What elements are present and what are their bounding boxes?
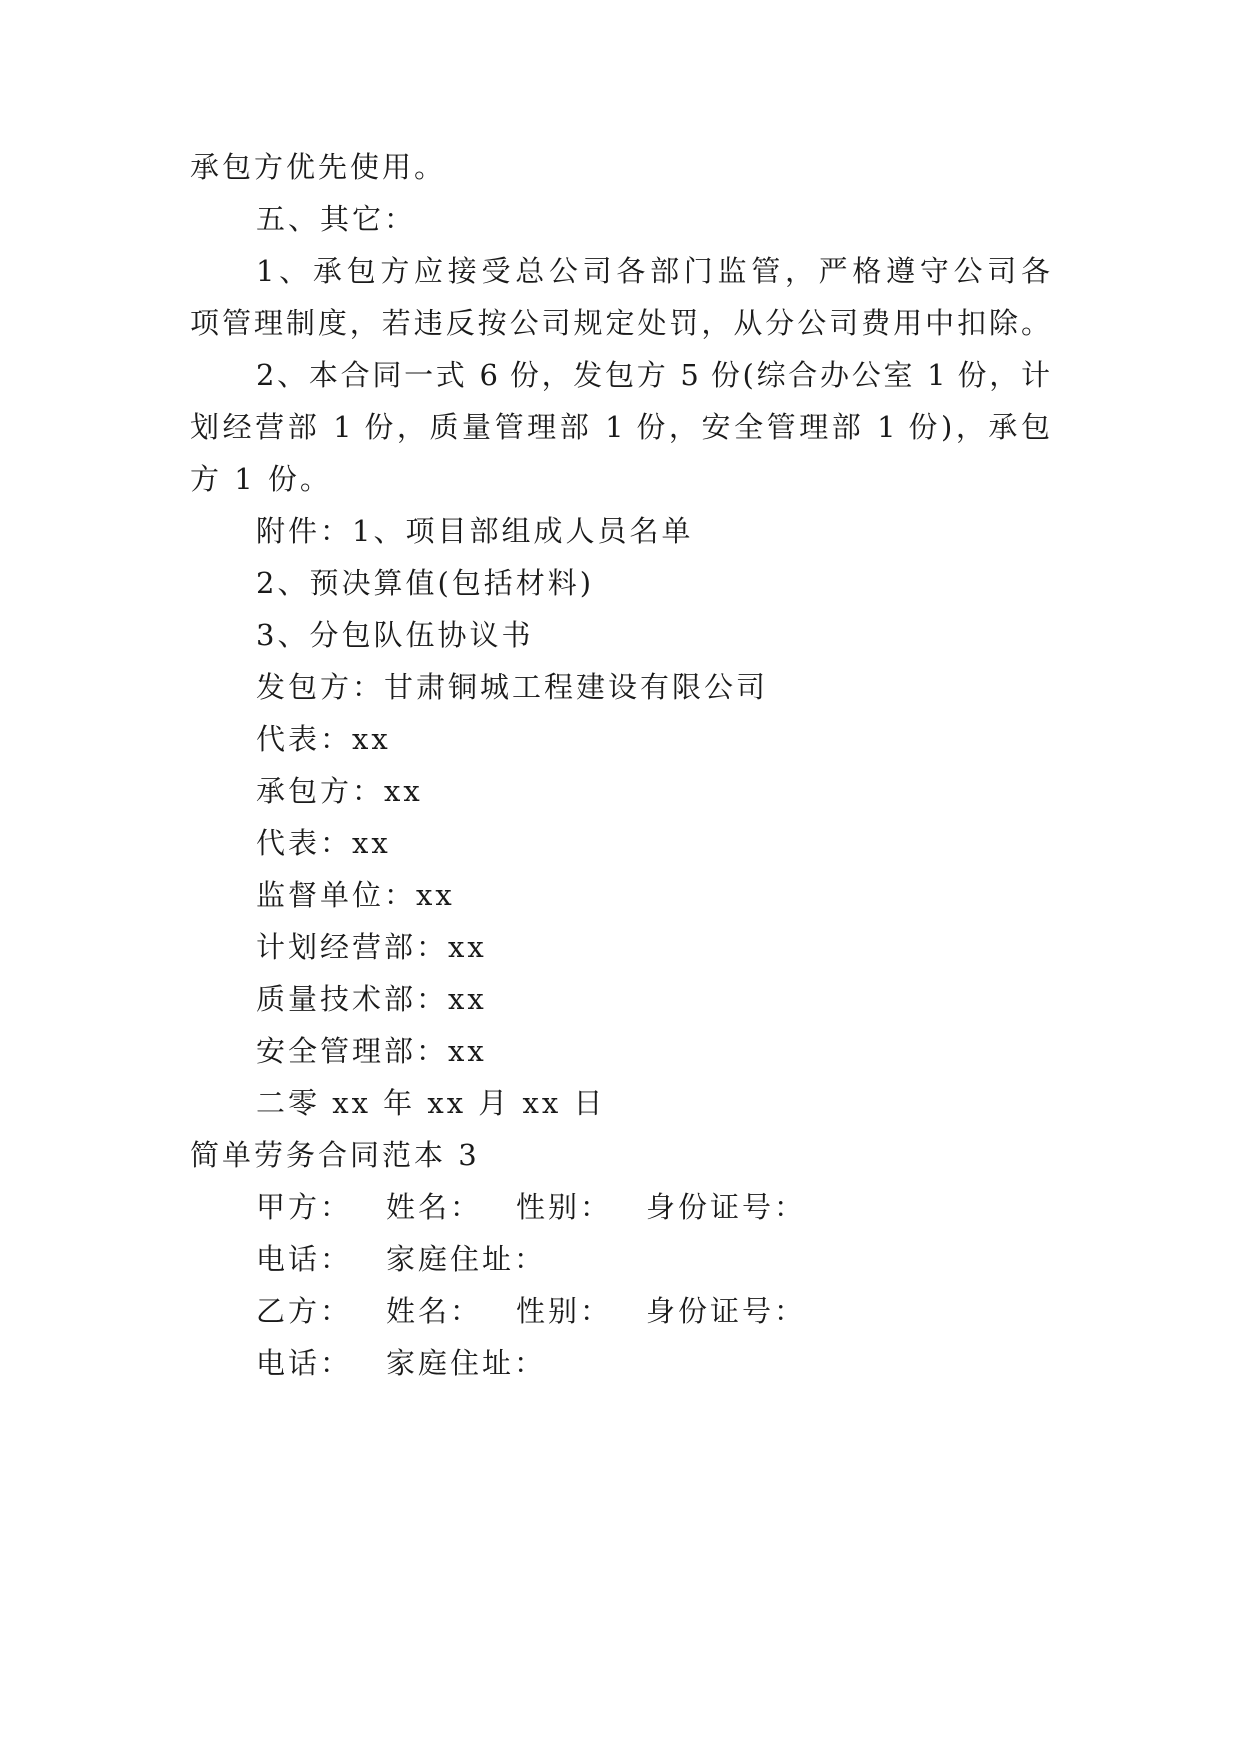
party-b-phone-label: 电话： — [256, 1346, 353, 1380]
signature-line: 监督单位：xx — [256, 878, 455, 912]
party-a-name-label: 姓名： — [386, 1190, 483, 1224]
paragraph-line: 承包方优先使用。 — [190, 150, 447, 184]
party-a-label: 甲方： — [256, 1190, 353, 1224]
attachment-line: 附件：1、项目部组成人员名单 — [256, 514, 694, 548]
party-b-contact-line — [256, 1343, 546, 1383]
attachment-line: 2、预决算值(包括材料) — [256, 566, 595, 600]
party-a-phone-label: 电话： — [256, 1242, 353, 1276]
paragraph-line: 方 1 份。 — [190, 462, 332, 496]
signature-line: 发包方：甘肃铜城工程建设有限公司 — [256, 670, 769, 704]
paragraph-line: 划经营部 1 份，质量管理部 1 份，安全管理部 1 份)，承包 — [190, 410, 1050, 444]
party-b-line — [256, 1291, 806, 1331]
signature-line: 代表：xx — [256, 722, 391, 756]
document-title: 简单劳务合同范本 3 — [190, 1138, 480, 1172]
party-a-contact-line — [256, 1239, 546, 1279]
attachment-line: 3、分包队伍协议书 — [256, 618, 534, 652]
paragraph-line: 1、承包方应接受总公司各部门监管，严格遵守公司各 — [256, 254, 1050, 288]
paragraph-line: 项管理制度，若违反按公司规定处罚，从分公司费用中扣除。 — [190, 306, 1050, 340]
signature-line: 计划经营部：xx — [256, 930, 487, 964]
party-a-id-label: 身份证号： — [646, 1190, 807, 1224]
party-a-gender-label: 性别： — [516, 1190, 613, 1224]
party-a-line — [256, 1187, 806, 1227]
party-b-address-label: 家庭住址： — [386, 1346, 547, 1380]
paragraph-line: 2、本合同一式 6 份，发包方 5 份(综合办公室 1 份，计 — [256, 358, 1050, 392]
party-b-gender-label: 性别： — [516, 1294, 613, 1328]
party-a-address-label: 家庭住址： — [386, 1242, 547, 1276]
signature-line: 承包方：xx — [256, 774, 423, 808]
signature-line: 代表：xx — [256, 826, 391, 860]
party-b-id-label: 身份证号： — [646, 1294, 807, 1328]
party-b-name-label: 姓名： — [386, 1294, 483, 1328]
section-heading: 五、其它： — [256, 202, 417, 236]
signature-line: 质量技术部：xx — [256, 982, 487, 1016]
signature-line: 安全管理部：xx — [256, 1034, 487, 1068]
party-b-label: 乙方： — [256, 1294, 353, 1328]
date-line: 二零 xx 年 xx 月 xx 日 — [256, 1086, 606, 1120]
